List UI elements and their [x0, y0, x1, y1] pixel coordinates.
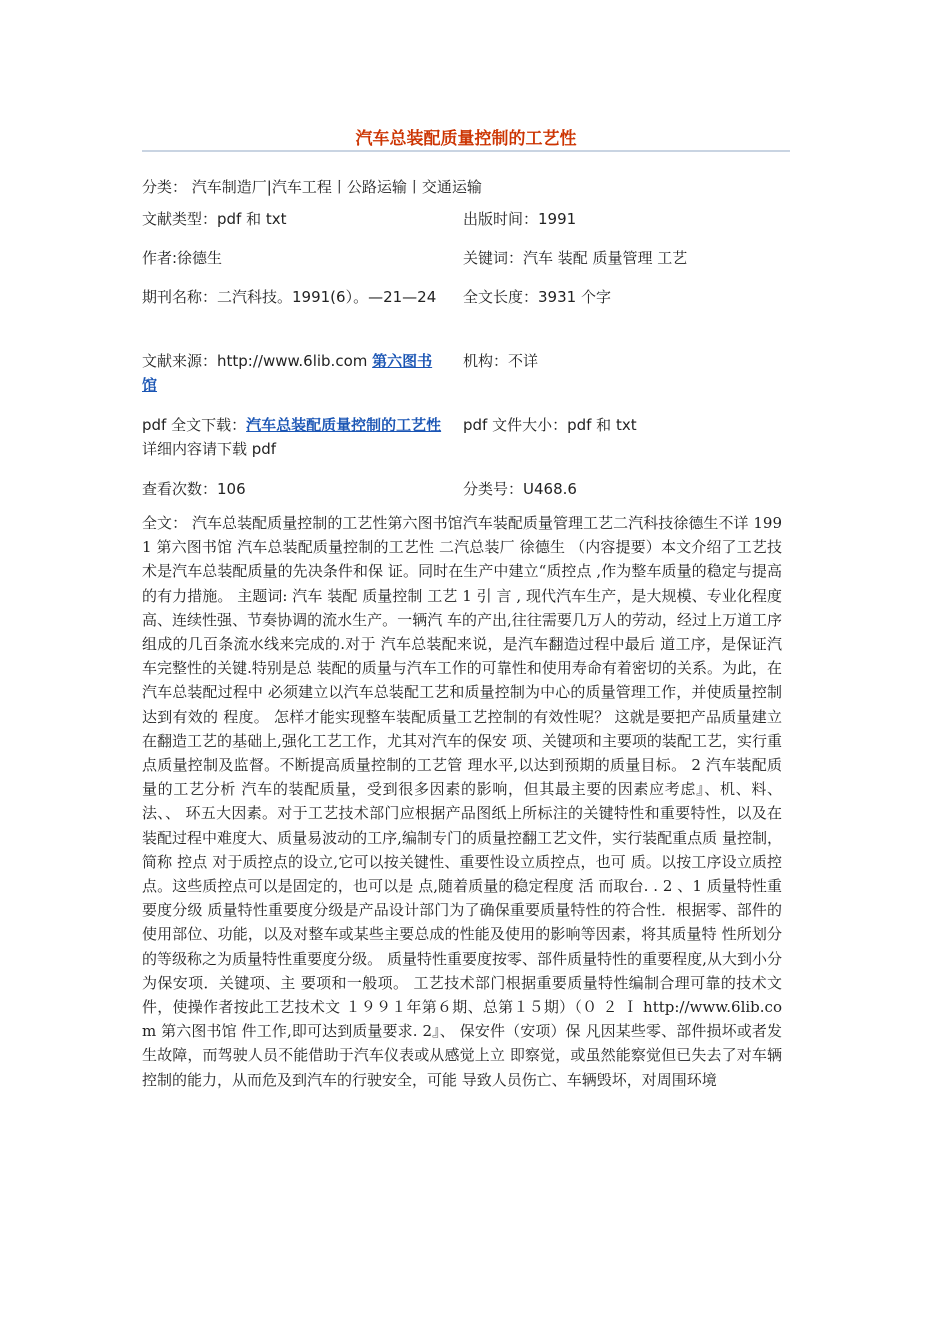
views-field: 查看次数：106 — [142, 480, 246, 498]
document-title: 汽车总装配质量控制的工艺性 — [355, 129, 577, 149]
title-divider — [142, 150, 790, 152]
download-label: pdf 全文下载： — [142, 416, 247, 434]
full-text-body: 全文： 汽车总装配质量控制的工艺性第六图书馆汽车装配质量管理工艺二汽科技徐德生不详 1991 第六图书馆 汽车总装配质量控制的工艺性 二汽总装厂 徐德生 （内容提要）本文介绍了工艺技术是汽车总装配质量的先决条件和保 证。同时在生产中建立“质控点 ,作为整车质量的稳定与提高的有力措施。 主题词: 汽车 装配 质量控制 工艺 1 引 言 , 现代汽车生产，是大规模、专业化程度高、连续性强、节奏协调的流水生产。一辆汽 车的产出,往往需要几万人的劳动，经过上万道工序组成的几百条流水线来完成的.对于 汽车总装配来说，是汽车翻造过程中最后 道工序，是保证汽车完整性的关键.特别是总 装配的质量与汽车工作的可靠性和使用寿命有着密切的关系。为此，在汽车总装配过程中 必须建立以汽车总装配工艺和质量控制为中心的质量管理工作，并使质量控制达到有效的 程度。 怎样才能实现整车装配质量工艺控制的有效性呢？ 这就是要把产品质量建立在翻造工艺的基础上,强化工艺工作，尤其对汽车的保安 项、关键项和主要项的装配工艺，实行重点质量控制及监督。不断提高质量控制的工艺管 理水平,以达到预期的质量目标。 2 汽车装配质量的工艺分析 汽车的装配质量，受到很多因素的影响，但其最主要的因素应考虑』、机、料、法、、 环五大因素。对于工艺技术部门应根据产品图纸上所标注的关键特性和重要特性，以及在 装配过程中难度大、质量易波动的工序,编制专门的质量控翻工艺文件，实行装配重点质 量控制，简称 控点 对于质控点的设立,它可以按关键性、重要性设立质控点，也可 质。以按工序设立质控点。这些质控点可以是固定的，也可以是 点,随着质量的稳定程度 活 而取台. . 2 、1 质量特性重要度分级 质量特性重要度分级是产品设计部门为了确保重要质量特性的符合性．根据零、部件的使用部位、功能，以及对整车或某些主要总成的性能及使用的影响等因素，将其质量特 性所划分的等级称之为质量特性重要度分级。 质量特性重要度按零、部件质量特性的重要程度,从大到小分为保安项．关键项、主 要项和一般项。 工艺技术部门根据重要质量特性编制合理可靠的技术文件，使操作者按此工艺技术文 １９９１年第６期、总第１５期）（０ ２ Ｉ http://www.6lib.com 第六图书馆 件工作,即可达到质量要求. 2』、 保安件（安项）保 凡因某些零、部件损坏或者发生故障，而驾驶人员不能借助于汽车仪表或从感觉上立 即察觉，或虽然能察觉但已失去了对车辆控制的能力，从而危及到汽车的行驶安全，可能 导致人员伤亡、车辆毁坏，对周围环境 — [142, 514, 782, 1089]
source-field — [142, 349, 442, 397]
author-field: 作者:徐德生 — [142, 249, 223, 267]
category-line: 分类： 汽车制造厂|汽车工程丨公路运输丨交通运输 — [142, 178, 482, 196]
keywords-field: 关键词：汽车 装配 质量管理 工艺 — [463, 249, 688, 267]
download-link[interactable]: 汽车总装配质量控制的工艺性 — [246, 416, 442, 434]
source-link[interactable]: 第六图书馆 — [142, 352, 433, 394]
pub-time-field: 出版时间：1991 — [463, 210, 577, 228]
class-no-field: 分类号：U468.6 — [463, 480, 577, 498]
file-size-field: pdf 文件大小：pdf 和 txt — [463, 416, 637, 434]
source-label: 文献来源：http://www.6lib.com — [142, 352, 373, 370]
length-field: 全文长度：3931 个字 — [463, 288, 611, 306]
journal-field: 期刊名称：二汽科技。1991(6）。—21—24 — [142, 288, 437, 306]
download-suffix: 详细内容请下载 pdf — [142, 440, 277, 458]
org-field: 机构：不详 — [463, 352, 539, 370]
download-field — [142, 413, 442, 461]
doc-type-field: 文献类型：pdf 和 txt — [142, 210, 287, 228]
